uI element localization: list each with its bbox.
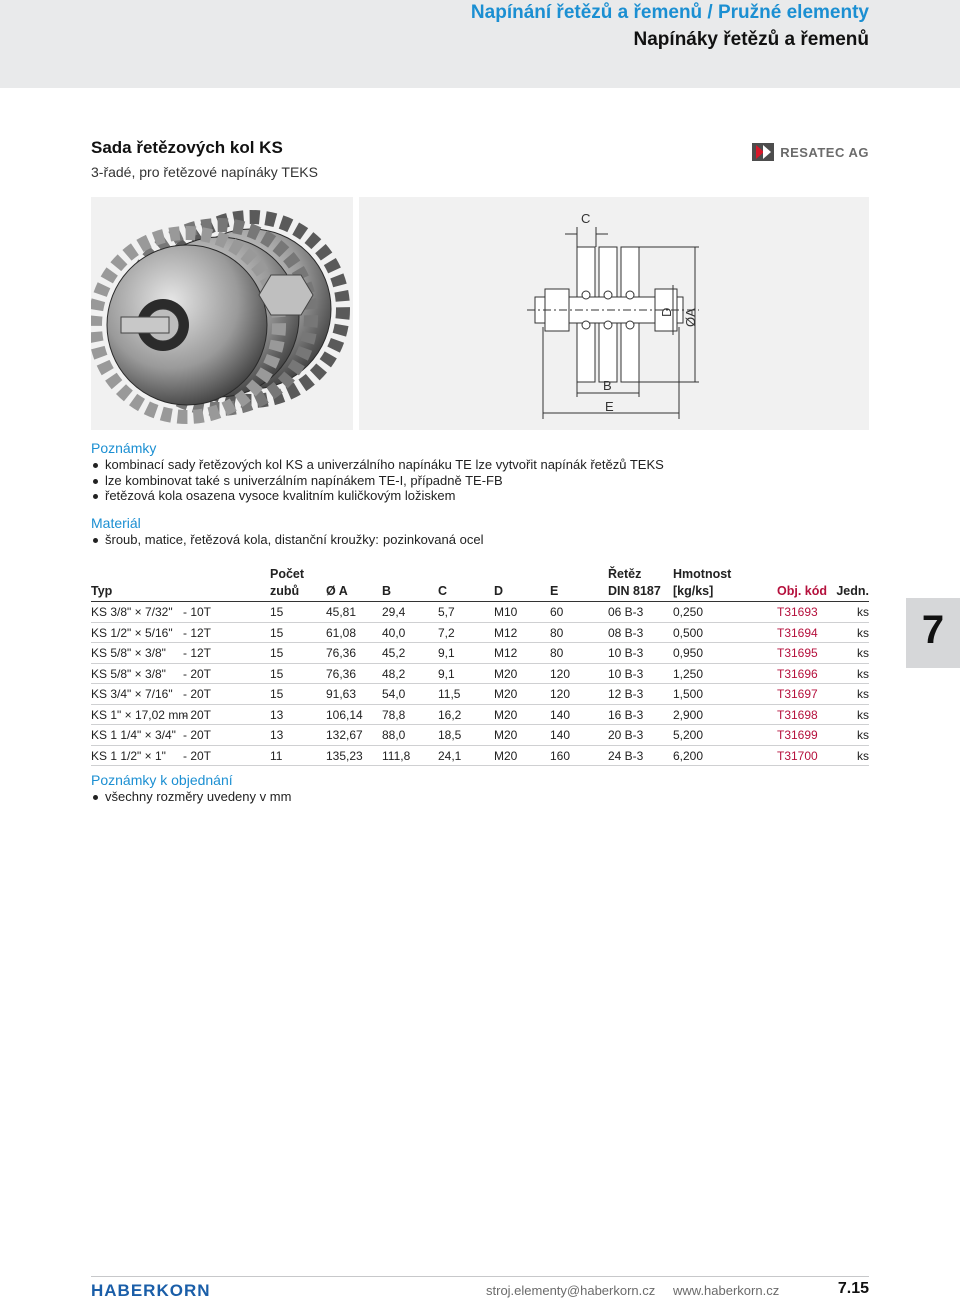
cell-b: 40,0: [382, 625, 406, 640]
product-subtitle: 3-řadé, pro řetězové napínáky TEKS: [91, 164, 318, 180]
cell-a: 61,08: [326, 625, 357, 640]
cell-kod: T31698: [777, 707, 818, 722]
chapter-tab: [906, 598, 960, 668]
cell-e: 140: [550, 728, 571, 742]
dim-label-c: C: [581, 211, 591, 226]
cell-d: M20: [494, 666, 518, 681]
cell-zuby: 13: [270, 707, 284, 722]
order-notes-list: [91, 789, 291, 805]
cell-c: 9,1: [438, 646, 455, 660]
cell-zuby: 15: [270, 687, 284, 701]
footer-email-link[interactable]: stroj.elementy@haberkorn.cz: [486, 1283, 656, 1298]
cell-jedn: ks: [857, 707, 869, 722]
cell-b: 29,4: [382, 605, 406, 619]
product-photo: [91, 197, 353, 430]
cell-retez: 08 B-3: [608, 625, 644, 640]
cell-retez: 16 B-3: [608, 707, 644, 722]
list-item: kombinací sady řetězových kol KS a univerzálního napínáku TE lze vytvořit napínák řetězů TEKS: [91, 457, 664, 473]
col-e: E: [550, 584, 559, 598]
table-row: [91, 746, 869, 767]
footer-web-link[interactable]: www.haberkorn.cz: [673, 1283, 780, 1298]
cell-kod: T31694: [777, 625, 818, 640]
dim-label-a: ØA: [683, 308, 698, 327]
cell-suffix: - 20T: [183, 748, 212, 763]
cell-e: 120: [550, 666, 571, 681]
cell-retez: 06 B-3: [608, 605, 644, 619]
table-row: [91, 623, 869, 644]
cell-jedn: ks: [857, 687, 869, 701]
cell-d: M20: [494, 728, 518, 742]
cell-zuby: 15: [270, 646, 284, 660]
cell-suffix: - 20T: [183, 707, 212, 722]
list-item: řetězová kola osazena vysoce kvalitním kuličkovým ložiskem: [91, 488, 664, 504]
page-number: 7.15: [837, 1280, 869, 1297]
product-table: [91, 602, 869, 766]
cell-a: 45,81: [326, 605, 357, 619]
cell-retez: 12 B-3: [608, 687, 644, 701]
dimension-drawing: [359, 197, 869, 430]
cell-d: M12: [494, 625, 518, 640]
cell-a: 135,23: [326, 748, 363, 763]
chapter-number: 7: [921, 608, 945, 652]
table-row: [91, 684, 869, 705]
cell-typ: KS 3/4" × 7/16": [91, 687, 173, 701]
cell-a: 76,36: [326, 646, 357, 660]
col-retez-top: Řetěz: [608, 567, 642, 581]
cell-typ: KS 1 1/4" × 3/4": [91, 728, 176, 742]
cell-retez: 24 B-3: [608, 748, 644, 763]
cell-a: 106,14: [326, 707, 363, 722]
notes-list: [91, 457, 664, 504]
brand-name: RESATEC AG: [780, 144, 869, 160]
cell-c: 5,7: [438, 605, 455, 619]
cell-d: M20: [494, 748, 518, 763]
cell-hm: 1,500: [673, 687, 704, 701]
table-row: [91, 725, 869, 746]
cell-suffix: - 12T: [183, 625, 212, 640]
cell-b: 48,2: [382, 666, 406, 681]
cell-b: 88,0: [382, 728, 406, 742]
cell-hm: 5,200: [673, 728, 704, 742]
col-a: Ø A: [326, 584, 348, 598]
cell-zuby: 15: [270, 605, 284, 619]
cell-zuby: 11: [270, 748, 283, 763]
cell-e: 80: [550, 625, 564, 640]
cell-a: 76,36: [326, 666, 357, 681]
cell-zuby: 15: [270, 625, 284, 640]
col-hmotnost-top: Hmotnost: [673, 567, 732, 581]
cell-suffix: - 20T: [183, 687, 212, 701]
resatec-logo-icon: [752, 143, 774, 161]
cell-e: 120: [550, 687, 571, 701]
cell-d: M20: [494, 707, 518, 722]
technical-drawing: [359, 197, 869, 430]
cell-c: 11,5: [438, 687, 461, 701]
cell-hm: 0,500: [673, 625, 704, 640]
cell-retez: 20 B-3: [608, 728, 644, 742]
subcategory-title: Napínáky řetězů a řemenů: [633, 29, 869, 50]
cell-kod: T31695: [777, 646, 818, 660]
col-b: B: [382, 584, 392, 598]
dim-label-b: B: [603, 378, 612, 393]
cell-suffix: - 10T: [183, 605, 212, 619]
cell-kod: T31693: [777, 605, 818, 619]
cell-a: 132,67: [326, 728, 363, 742]
col-d: D: [494, 584, 504, 598]
cell-b: 78,8: [382, 707, 406, 722]
col-c: C: [438, 584, 448, 598]
cell-retez: 10 B-3: [608, 646, 644, 660]
cell-typ: KS 3/8" × 7/32": [91, 605, 173, 619]
header-band: [0, 0, 960, 88]
cell-suffix: - 20T: [183, 666, 212, 681]
cell-jedn: ks: [857, 625, 869, 640]
col-hmotnost-bottom: [kg/ks]: [673, 584, 714, 598]
col-pocet-top: Počet: [270, 567, 305, 581]
cell-d: M12: [494, 646, 518, 660]
sprocket-photo-icon: [91, 197, 353, 430]
cell-jedn: ks: [857, 666, 869, 681]
material-list: [91, 532, 379, 548]
cell-e: 140: [550, 707, 571, 722]
list-item: šroub, matice, řetězová kola, distanční kroužky:: [91, 532, 379, 548]
table-row: [91, 602, 869, 623]
cell-jedn: ks: [857, 728, 869, 742]
cell-typ: KS 1/2" × 5/16": [91, 625, 173, 640]
order-notes-title: Poznámky k objednání: [91, 772, 233, 788]
cell-e: 60: [550, 605, 564, 619]
notes-title: Poznámky: [91, 440, 157, 456]
cell-hm: 1,250: [673, 666, 704, 681]
cell-suffix: - 20T: [183, 728, 212, 742]
cell-d: M20: [494, 687, 518, 701]
cell-c: 16,2: [438, 707, 462, 722]
cell-e: 80: [550, 646, 564, 660]
cell-typ: KS 1 1/2" × 1": [91, 748, 166, 763]
category-title: Napínání řetězů a řemenů / Pružné elementy: [470, 2, 869, 23]
table-row: [91, 705, 869, 726]
cell-hm: 0,250: [673, 605, 704, 619]
cell-b: 45,2: [382, 646, 406, 660]
list-item: lze kombinovat také s univerzálním napínákem TE-I, případně TE-FB: [91, 473, 664, 489]
footer-logo: HABERKORN: [91, 1281, 211, 1300]
material-title: Materiál: [91, 515, 141, 531]
table-row: [91, 643, 869, 664]
cell-zuby: 15: [270, 666, 284, 681]
dim-label-d: D: [659, 307, 674, 317]
cell-b: 54,0: [382, 687, 406, 701]
cell-kod: T31697: [777, 687, 818, 701]
dim-label-e: E: [605, 399, 614, 414]
brand-logo: [752, 143, 869, 161]
cell-typ: KS 1" × 17,02 mm: [91, 707, 189, 722]
cell-jedn: ks: [857, 748, 869, 763]
cell-c: 24,1: [438, 748, 462, 763]
cell-c: 7,2: [438, 625, 455, 640]
col-typ: Typ: [91, 584, 113, 598]
cell-c: 9,1: [438, 666, 455, 681]
cell-jedn: ks: [857, 605, 869, 619]
material-value: pozinkovaná ocel: [383, 532, 484, 547]
col-obj-kod: Obj. kód: [777, 584, 827, 598]
cell-kod: T31699: [777, 728, 818, 742]
cell-c: 18,5: [438, 728, 462, 742]
cell-kod: T31696: [777, 666, 818, 681]
cell-typ: KS 5/8" × 3/8": [91, 666, 166, 681]
cell-d: M10: [494, 605, 518, 619]
cell-retez: 10 B-3: [608, 666, 644, 681]
col-jedn: Jedn.: [836, 584, 869, 598]
cell-hm: 0,950: [673, 646, 704, 660]
cell-hm: 2,900: [673, 707, 704, 722]
footer-rule: [91, 1276, 869, 1277]
col-pocet-bottom: zubů: [270, 584, 300, 598]
cell-zuby: 13: [270, 728, 284, 742]
cell-a: 91,63: [326, 687, 357, 701]
cell-e: 160: [550, 748, 571, 763]
cell-typ: KS 5/8" × 3/8": [91, 646, 166, 660]
table-row: [91, 664, 869, 685]
list-item: všechny rozměry uvedeny v mm: [91, 789, 291, 805]
col-retez-bottom: DIN 8187: [608, 584, 661, 598]
cell-hm: 6,200: [673, 748, 704, 763]
product-title: Sada řetězových kol KS: [91, 138, 283, 157]
cell-jedn: ks: [857, 646, 869, 660]
cell-suffix: - 12T: [183, 646, 212, 660]
cell-kod: T31700: [777, 748, 818, 763]
cell-b: 111,8: [382, 748, 411, 763]
